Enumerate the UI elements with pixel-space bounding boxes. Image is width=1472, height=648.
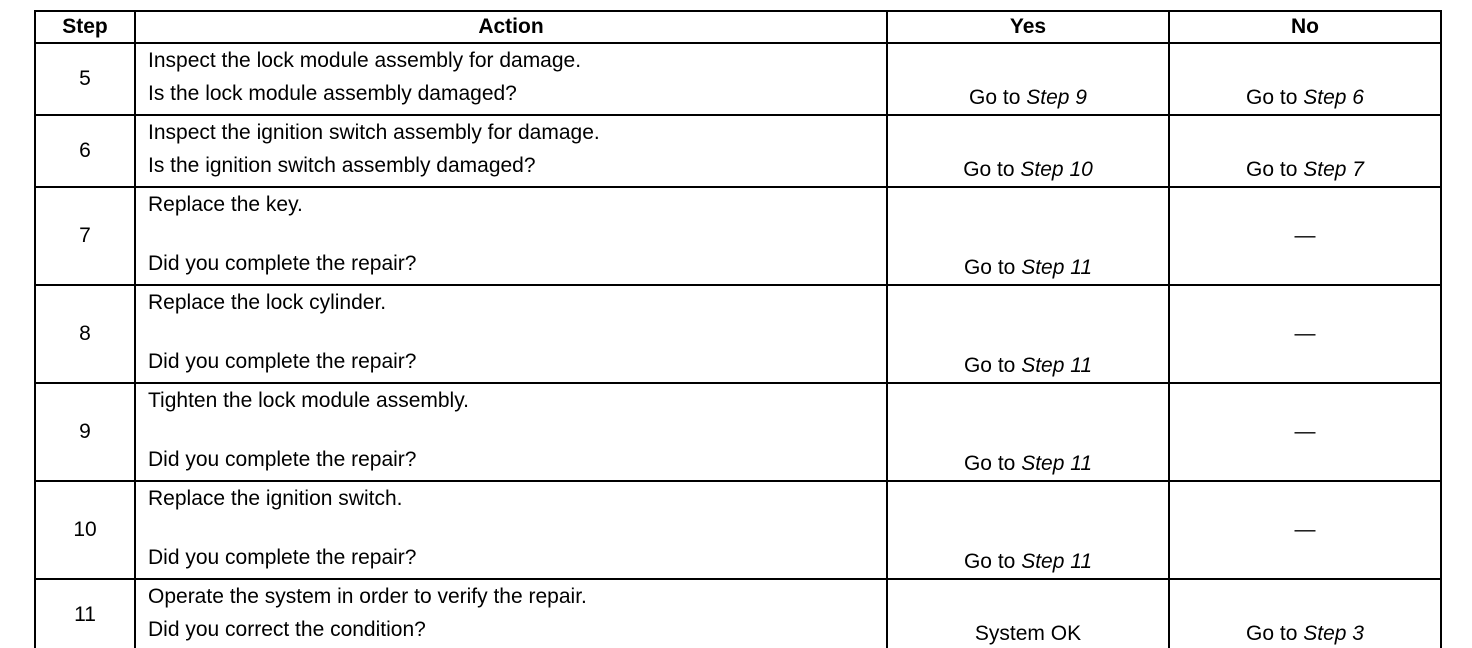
action-instruction: Tighten the lock module assembly. xyxy=(148,389,469,412)
action-question: Did you complete the repair? xyxy=(148,448,417,471)
table-row xyxy=(35,481,1441,579)
yes-cell xyxy=(887,383,1169,481)
no-cell xyxy=(1169,579,1441,648)
yes-goto-prefix: Go to xyxy=(963,550,1016,573)
step-number: 7 xyxy=(35,187,135,285)
yes-goto-prefix: Go to xyxy=(963,158,1015,181)
yes-goto-step: Step 11 xyxy=(1021,354,1093,377)
header-row xyxy=(35,11,1441,43)
table-row xyxy=(35,187,1441,285)
no-cell xyxy=(1169,187,1441,285)
action-instruction: Inspect the lock module assembly for damage. xyxy=(148,49,582,72)
table-row xyxy=(35,579,1441,648)
yes-goto-step: Step 9 xyxy=(1026,86,1087,109)
action-question: Did you complete the repair? xyxy=(148,350,417,373)
yes-cell xyxy=(887,115,1169,187)
no-dash: — xyxy=(1294,224,1316,247)
table-row xyxy=(35,285,1441,383)
action-instruction: Operate the system in order to verify the repair. xyxy=(148,585,587,608)
action-instruction: Inspect the ignition switch assembly for damage. xyxy=(148,121,600,144)
yes-goto-step: Step 11 xyxy=(1021,550,1093,573)
action-cell xyxy=(135,187,887,285)
action-instruction: Replace the key. xyxy=(148,193,303,216)
action-question: Did you correct the condition? xyxy=(148,618,426,641)
yes-cell xyxy=(887,285,1169,383)
no-goto-prefix: Go to xyxy=(1246,622,1298,645)
header-action: Action xyxy=(135,11,887,43)
table-row xyxy=(35,43,1441,115)
action-cell xyxy=(135,481,887,579)
yes-result: System OK xyxy=(974,622,1082,645)
table-row xyxy=(35,383,1441,481)
no-cell xyxy=(1169,481,1441,579)
action-question: Did you complete the repair? xyxy=(148,252,417,275)
no-goto-step: Step 3 xyxy=(1303,622,1364,645)
header-no: No xyxy=(1169,11,1441,43)
action-question: Is the ignition switch assembly damaged? xyxy=(148,154,536,177)
yes-goto-step: Step 11 xyxy=(1021,452,1093,475)
no-goto-step: Step 6 xyxy=(1303,86,1364,109)
action-cell xyxy=(135,285,887,383)
step-number: 8 xyxy=(35,285,135,383)
table-row xyxy=(35,115,1441,187)
step-number: 5 xyxy=(35,43,135,115)
step-number: 9 xyxy=(35,383,135,481)
yes-cell xyxy=(887,579,1169,648)
action-cell xyxy=(135,115,887,187)
action-cell xyxy=(135,43,887,115)
action-instruction: Replace the ignition switch. xyxy=(148,487,403,510)
no-dash: — xyxy=(1294,518,1316,541)
no-goto-prefix: Go to xyxy=(1246,86,1298,109)
yes-cell xyxy=(887,481,1169,579)
yes-goto-prefix: Go to xyxy=(963,256,1016,279)
step-number: 6 xyxy=(35,115,135,187)
no-dash: — xyxy=(1294,322,1316,345)
yes-goto-prefix: Go to xyxy=(969,86,1021,109)
action-question: Did you complete the repair? xyxy=(148,546,417,569)
action-question: Is the lock module assembly damaged? xyxy=(148,82,517,105)
no-dash: — xyxy=(1294,420,1316,443)
step-number: 11 xyxy=(35,579,135,648)
yes-goto-step: Step 11 xyxy=(1021,256,1093,279)
no-cell xyxy=(1169,383,1441,481)
diagnostic-table-frame xyxy=(34,10,1440,648)
action-cell xyxy=(135,383,887,481)
no-goto-prefix: Go to xyxy=(1246,158,1298,181)
header-yes: Yes xyxy=(887,11,1169,43)
yes-goto-prefix: Go to xyxy=(963,354,1016,377)
header-step: Step xyxy=(35,11,135,43)
diagnostic-table xyxy=(34,10,1442,648)
no-cell xyxy=(1169,43,1441,115)
action-instruction: Replace the lock cylinder. xyxy=(148,291,387,314)
yes-goto-step: Step 10 xyxy=(1020,158,1093,181)
no-cell xyxy=(1169,285,1441,383)
step-number: 10 xyxy=(35,481,135,579)
yes-cell xyxy=(887,187,1169,285)
action-cell xyxy=(135,579,887,648)
no-goto-step: Step 7 xyxy=(1303,158,1364,181)
yes-cell xyxy=(887,43,1169,115)
yes-goto-prefix: Go to xyxy=(963,452,1016,475)
no-cell xyxy=(1169,115,1441,187)
